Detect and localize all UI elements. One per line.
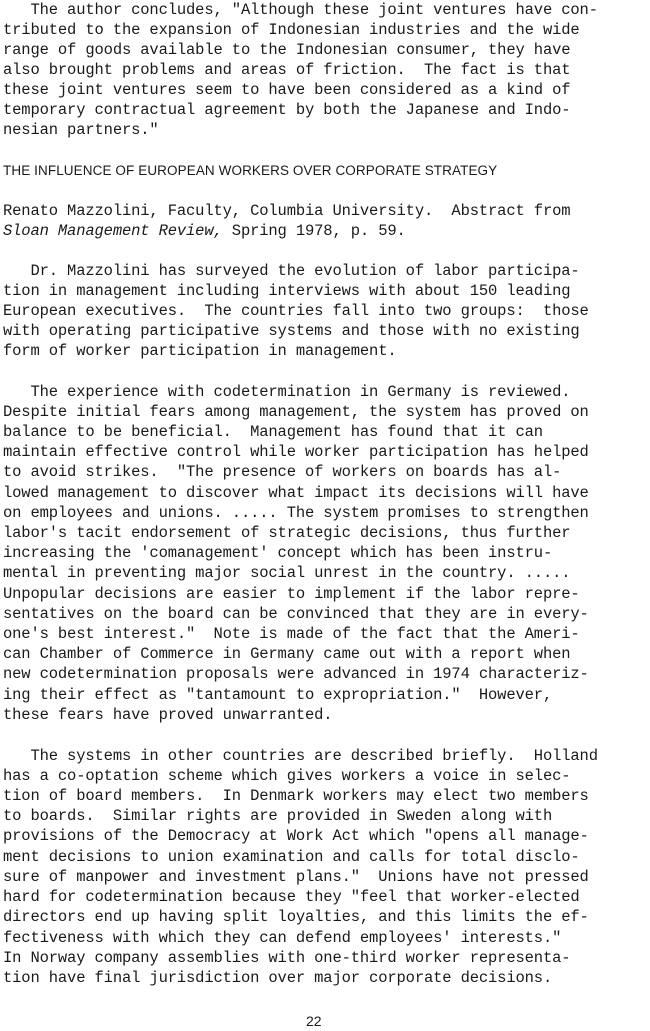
text-line: Dr. Mazzolini has surveyed the evolution of labor participa- — [3, 262, 580, 280]
text-line: sure of manpower and investment plans." Unions have not pressed — [3, 868, 589, 886]
text-line: has a co-optation scheme which gives workers a voice in selec- — [3, 767, 571, 785]
text-line: The systems in other countries are described briefly. Holland — [3, 747, 598, 765]
text-line: increasing the 'comanagement' concept which has been instru- — [3, 544, 553, 562]
text-line: The experience with codetermination in Germany is reviewed. — [3, 383, 571, 401]
text-line: labor's tacit endorsement of strategic decisions, thus further — [3, 524, 571, 542]
text-line: one's best interest." Note is made of the fact that the Ameri- — [3, 625, 580, 643]
text-line: tion have final jurisdiction over major corporate decisions. — [3, 969, 553, 987]
text-line: Unpopular decisions are easier to implement if the labor repre- — [3, 585, 580, 603]
text-line: these fears have proved unwarranted. — [3, 706, 333, 724]
page-number: 22 — [306, 1013, 322, 1029]
text-line: lowed management to discover what impact its decisions will have — [3, 484, 589, 502]
text-line: provisions of the Democracy at Work Act which "opens all manage- — [3, 827, 589, 845]
text-line: maintain effective control while worker participation has helped — [3, 443, 589, 461]
journal-title: Sloan Management Review, — [3, 222, 223, 240]
citation-line — [3, 221, 406, 241]
text-line: hard for codetermination because they "feel that worker-elected — [3, 888, 580, 906]
text-line: balance to be beneficial. Management has found that it can — [3, 423, 543, 441]
citation-line: Renato Mazzolini, Faculty, Columbia University. Abstract from — [3, 202, 571, 220]
section-title: THE INFLUENCE OF EUROPEAN WORKERS OVER CORPORATE STRATEGY — [3, 163, 498, 178]
text-line: with operating participative systems and those with no existing — [3, 322, 580, 340]
text-line: on employees and unions. ..... The system promises to strengthen — [3, 504, 589, 522]
text-line: can Chamber of Commerce in Germany came out with a report when — [3, 645, 571, 663]
text-line: form of worker participation in management. — [3, 342, 397, 360]
text-line: new codetermination proposals were advanced in 1974 characteriz- — [3, 665, 589, 683]
text-line: range of goods available to the Indonesian consumer, they have — [3, 41, 571, 59]
text-line: In Norway company assemblies with one-third worker representa- — [3, 949, 571, 967]
text-line: mental in preventing major social unrest in the country. ..... — [3, 564, 571, 582]
text-line: temporary contractual agreement by both the Japanese and Indo- — [3, 101, 571, 119]
text-line: to avoid strikes. "The presence of workers on boards has al- — [3, 463, 562, 481]
text-line: these joint ventures seem to have been considered as a kind of — [3, 81, 571, 99]
text-line: Despite initial fears among management, the system has proved on — [3, 403, 589, 421]
text-line: ment decisions to union examination and calls for total disclo- — [3, 848, 580, 866]
text-line: sentatives on the board can be convinced that they are in every- — [3, 605, 589, 623]
text-line: nesian partners." — [3, 121, 159, 139]
text-line: to boards. Similar rights are provided in Sweden along with — [3, 807, 553, 825]
text-line: tion in management including interviews with about 150 leading — [3, 282, 571, 300]
text-line: ing their effect as "tantamount to expropriation." However, — [3, 686, 553, 704]
text-line: directors end up having split loyalties, and this limits the ef- — [3, 908, 589, 926]
text-line: tion of board members. In Denmark workers may elect two members — [3, 787, 589, 805]
text-line: fectiveness with which they can defend employees' interests." — [3, 929, 562, 947]
text-line: European executives. The countries fall into two groups: those — [3, 302, 589, 320]
citation-issue: Spring 1978, p. 59. — [222, 222, 406, 240]
text-line: also brought problems and areas of friction. The fact is that — [3, 61, 571, 79]
text-line: The author concludes, "Although these joint ventures have con- — [3, 1, 598, 19]
text-line: tributed to the expansion of Indonesian industries and the wide — [3, 21, 580, 39]
